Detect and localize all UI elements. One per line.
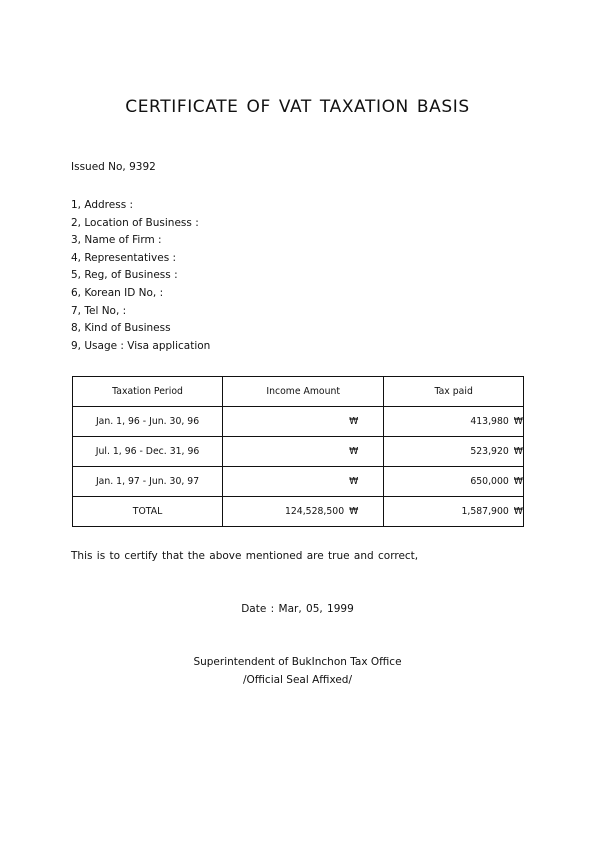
total-tax-value: 1,587,900 bbox=[461, 506, 509, 517]
document-title: CERTIFICATE OF VAT TAXATION BASIS bbox=[125, 97, 470, 117]
table-header-row bbox=[73, 377, 524, 407]
issue-date: Date : Mar, 05, 1999 bbox=[241, 603, 354, 615]
income-cell bbox=[223, 407, 384, 437]
item-location: 2, Location of Business : bbox=[71, 216, 199, 229]
period-cell: Jan. 1, 97 - Jun. 30, 97 bbox=[73, 467, 223, 497]
period-cell: Jan. 1, 96 - Jun. 30, 96 bbox=[73, 407, 223, 437]
tax-cell bbox=[384, 467, 524, 497]
won-sign: ₩ bbox=[513, 416, 523, 427]
table-row bbox=[73, 467, 524, 497]
certification-statement: This is to certify that the above mentioned are true and correct, bbox=[71, 550, 419, 562]
won-sign: ₩ bbox=[349, 506, 359, 517]
total-label: TOTAL bbox=[73, 497, 223, 527]
table-row bbox=[73, 407, 524, 437]
won-sign: ₩ bbox=[513, 476, 523, 487]
info-list bbox=[71, 197, 210, 355]
item-firm-name: 3, Name of Firm : bbox=[71, 234, 162, 247]
item-kind-of-business: 8, Kind of Business bbox=[71, 322, 171, 335]
won-sign: ₩ bbox=[349, 446, 359, 457]
superintendent-signature: Superintendent of BukInchon Tax Office bbox=[193, 656, 402, 668]
official-seal-note: /Official Seal Affixed/ bbox=[242, 674, 353, 686]
header-income-amount: Income Amount bbox=[223, 377, 384, 407]
table-row bbox=[73, 437, 524, 467]
taxation-table bbox=[72, 376, 524, 527]
total-income-cell bbox=[223, 497, 384, 527]
item-usage: 9, Usage : Visa application bbox=[71, 339, 211, 352]
header-taxation-period: Taxation Period bbox=[73, 377, 223, 407]
won-sign: ₩ bbox=[349, 476, 359, 487]
item-korean-id: 6, Korean ID No, : bbox=[71, 286, 164, 299]
total-tax-cell bbox=[384, 497, 524, 527]
income-cell bbox=[223, 467, 384, 497]
tax-cell bbox=[384, 437, 524, 467]
tax-value: 650,000 bbox=[470, 476, 509, 487]
table-total-row bbox=[73, 497, 524, 527]
item-address: 1, Address : bbox=[71, 199, 134, 211]
total-income-value: 124,528,500 bbox=[284, 506, 345, 517]
tax-cell bbox=[384, 407, 524, 437]
item-tel: 7, Tel No, : bbox=[71, 304, 127, 317]
won-sign: ₩ bbox=[349, 416, 359, 427]
tax-value: 523,920 bbox=[470, 446, 509, 457]
period-cell: Jul. 1, 96 - Dec. 31, 96 bbox=[73, 437, 223, 467]
item-representatives: 4, Representatives : bbox=[71, 251, 177, 264]
header-tax-paid: Tax paid bbox=[384, 377, 524, 407]
won-sign: ₩ bbox=[513, 506, 523, 517]
issued-number: Issued No, 9392 bbox=[71, 161, 156, 173]
item-registration: 5, Reg, of Business : bbox=[71, 269, 178, 282]
won-sign: ₩ bbox=[513, 446, 523, 457]
tax-value: 413,980 bbox=[470, 416, 509, 427]
income-cell bbox=[223, 437, 384, 467]
